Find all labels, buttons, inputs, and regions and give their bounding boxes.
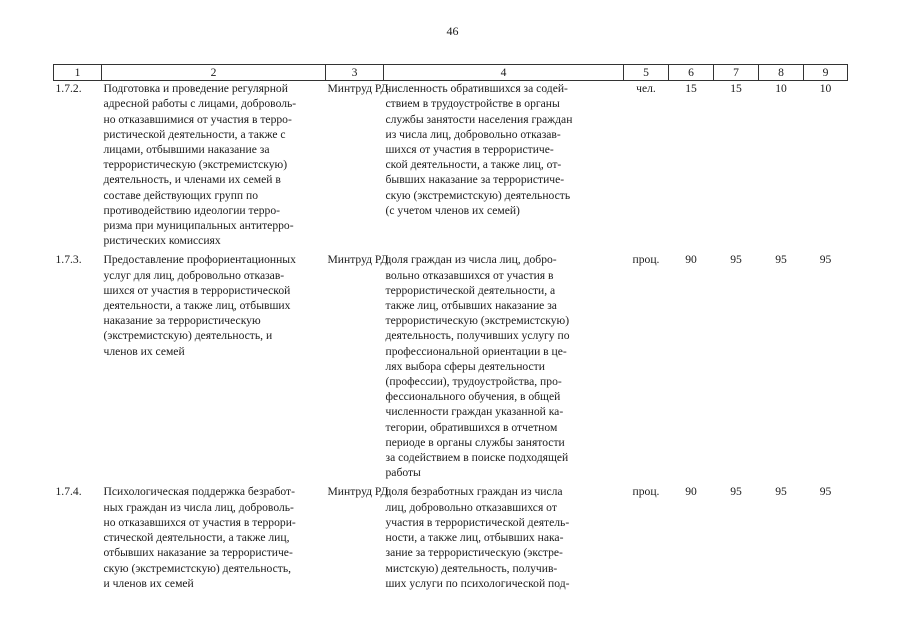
col-header-value-8: 8 <box>759 65 804 81</box>
activity-text: Предоставление профориентационных услуг для лиц, добровольно отказав- шихся от участия в террористической деятельности, а также лиц, отбывших наказание за террористическую (экстремистскую) деятельность, и членов их семей <box>103 253 296 358</box>
program-table <box>53 64 848 595</box>
col-header-value-7: 7 <box>714 65 759 81</box>
table-row <box>54 252 848 484</box>
value-col6: 90 <box>685 253 697 267</box>
col-header-value-9: 9 <box>804 65 848 81</box>
indicator-text: доля граждан из числа лиц, добро- вольно отказавшихся от участия в террористической деятельности, а также лиц, отбывших наказание за террористическую (экстремистскую) деятельность, получивших услугу по профессиональной ориентации в це- лях выбора сферы деятельности (профессии), трудоустройства, про- фессионального обучения, в общей численности граждан указанной ка- тегории, обратившихся в отчетном периоде в органы службы занятости за содействием в поиске подходящей работы <box>385 253 570 480</box>
unit: проц. <box>632 485 660 499</box>
value-col8: 95 <box>775 253 787 267</box>
value-col7: 15 <box>730 82 742 96</box>
value-col9: 95 <box>819 485 832 499</box>
table-row <box>54 484 848 594</box>
col-header-number: 1 <box>54 65 102 81</box>
row-number: 1.7.3. <box>55 253 82 267</box>
value-col8: 10 <box>775 82 787 96</box>
row-number: 1.7.4. <box>55 485 82 499</box>
value-col6: 90 <box>685 485 697 499</box>
col-header-activity: 2 <box>102 65 326 81</box>
executor: Минтруд РД <box>327 82 389 96</box>
value-col9: 10 <box>819 82 832 96</box>
activity-text: Подготовка и проведение регулярной адресной работы с лицами, доброволь- но отказавшимися от участия в терро- ристической деятельности, а также с лицами, отбывшими наказание за террористическую (экстремистскую) деятельность, и членами их семей в составе действующих групп по противодействию идеологии терро- ризма при муниципальных антитерро- ристических комиссиях <box>103 82 297 248</box>
value-col7: 95 <box>730 253 742 267</box>
activity-text: Психологическая поддержка безработ- ных граждан из числа лиц, доброволь- но отказавшихся от участия в террори- стической деятельности, а также лиц, отбывших наказание за террористиче- скую (экстремистскую) деятельность, и членов их семей <box>103 485 296 590</box>
header-row <box>54 65 848 81</box>
col-header-unit: 5 <box>624 65 669 81</box>
table-row <box>54 81 848 253</box>
executor: Минтруд РД <box>327 253 389 267</box>
value-col6: 15 <box>685 82 697 96</box>
value-col9: 95 <box>819 253 832 267</box>
value-col7: 95 <box>730 485 742 499</box>
indicator-text: численность обратившихся за содей- ствием в трудоустройстве в органы службы занятости населения граждан из числа лиц, добровольно отказав- шихся от участия в террористиче- ской деятельности, а также лиц, от- бывших наказание за террористиче- скую (экстремистскую) деятельность (с учетом членов их семей) <box>385 82 573 217</box>
col-header-executor: 3 <box>326 65 384 81</box>
col-header-indicator: 4 <box>384 65 624 81</box>
col-header-value-6: 6 <box>669 65 714 81</box>
executor: Минтруд РД <box>327 485 389 499</box>
row-number: 1.7.2. <box>55 82 82 96</box>
indicator-text: доля безработных граждан из числа лиц, добровольно отказавшихся от участия в террористической деятель- ности, а также лиц, отбывших нака- зание за террористическую (экстре- мистскую) деятельность, получив- ших услуги по психологической под- <box>385 485 570 590</box>
value-col8: 95 <box>775 485 787 499</box>
unit: чел. <box>636 82 656 96</box>
unit: проц. <box>632 253 660 267</box>
page-number: 46 <box>446 24 459 38</box>
